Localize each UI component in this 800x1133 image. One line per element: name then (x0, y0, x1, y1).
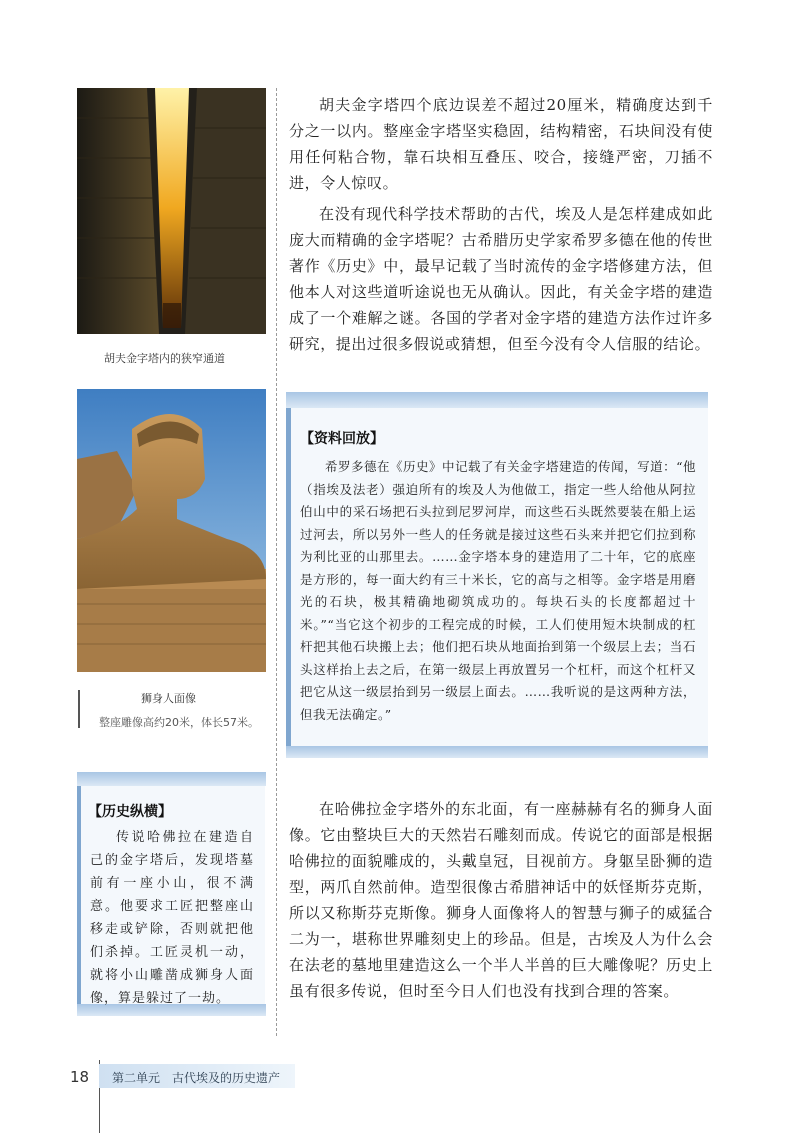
column-divider (276, 88, 277, 1036)
paragraph-construction-mystery: 在没有现代科学技术帮助的古代，埃及人是怎样建成如此庞大而精确的金字塔呢？古希腊历史学家希罗多德在他的传世著作《历史》中，最早记载了当时流传的金字塔修建方法，但他本人对这些道听途说也无从确认。因此，有关金字塔的建造成了一个难解之谜。各国的学者对金字塔的建造方法作过许多研究，提出过很多假说或猜想，但至今没有令人信服的结论。 (289, 205, 713, 353)
main-text-bottom (289, 796, 713, 1004)
sphinx-note: 整座雕像高约20米，体长57米。 (99, 716, 259, 729)
sphinx-caption: 狮身人面像 (141, 692, 196, 705)
page-number: 18 (70, 1068, 90, 1086)
passage-photo (77, 88, 266, 334)
paragraph-precision: 胡夫金字塔四个底边误差不超过20厘米，精确度达到千分之一以内。整座金字塔坚实稳固，结构精密，石块间没有使用任何粘合物，靠石块相互叠压、咬合，接缝严密，刀插不进，令人惊叹。 (289, 96, 713, 192)
history-box-text (90, 826, 254, 1010)
footer-unit-label: 第二单元 古代埃及的历史遗产 (112, 1071, 281, 1085)
sphinx-photo (77, 389, 266, 672)
history-box-title: 【历史纵横】 (88, 804, 172, 820)
history-box-band-top (77, 772, 266, 786)
paragraph-sphinx: 在哈佛拉金字塔外的东北面，有一座赫赫有名的狮身人面像。它由整块巨大的天然岩石雕刻而成。传说它的面部是根据哈佛拉的面貌雕成的，头戴皇冠，目视前方。身躯呈卧狮的造型，两爪自然前伸。造型很像古希腊神话中的妖怪斯芬克斯，所以又称斯芬克斯像。狮身人面像将人的智慧与狮子的威猛合二为一，堪称世界雕刻史上的珍品。但是，古埃及人为什么会在法老的墓地里建造这么一个半人半兽的巨大雕像呢？历史上虽有很多传说，但时至今日人们也没有找到合理的答案。 (289, 800, 713, 1000)
material-box-band-top (286, 392, 708, 408)
material-box-paragraph: 希罗多德在《历史》中记载了有关金字塔建造的传闻，写道：“他（指埃及法老）强迫所有的埃及人为他做工，指定一些人给他从阿拉伯山中的采石场把石头拉到尼罗河岸，而这些石头既然要装在船上运过河去，所以另外一些人的任务就是接过这些石头来并把它们拉到称为利比亚的山那里去。……金字塔本身的建造用了二十年，它的底座是方形的，每一面大约有三十米长，它的高与之相等。金字塔是用磨光的石块，极其精确地砌筑成功的。每块石头的长度都超过十米。”“当它这个初步的工程完成的时候，工人们使用短木块制成的杠杆把其他石块搬上去；他们把石块从地面抬到第一个级层上去；当石头这样抬上去之后，在第一级层上再放置另一个杠杆，而这个杠杆又把它从这一级层抬到另一级层上面去。……我听说的是这两种方法，但我无法确定。” (300, 459, 696, 722)
history-box-paragraph: 传说哈佛拉在建造自己的金字塔后，发现塔墓前有一座小山，很不满意。他要求工匠把整座山移走或铲除，否则就把他们杀掉。工匠灵机一动，就将小山雕凿成狮身人面像，算是躲过了一劫。 (90, 830, 254, 1006)
sphinx-note-marker (78, 690, 80, 728)
main-text-top (289, 92, 713, 357)
material-box-band-bottom (286, 746, 708, 758)
material-box-text (300, 456, 696, 726)
material-box-title: 【资料回放】 (300, 431, 384, 447)
passage-caption: 胡夫金字塔内的狭窄通道 (104, 352, 225, 365)
